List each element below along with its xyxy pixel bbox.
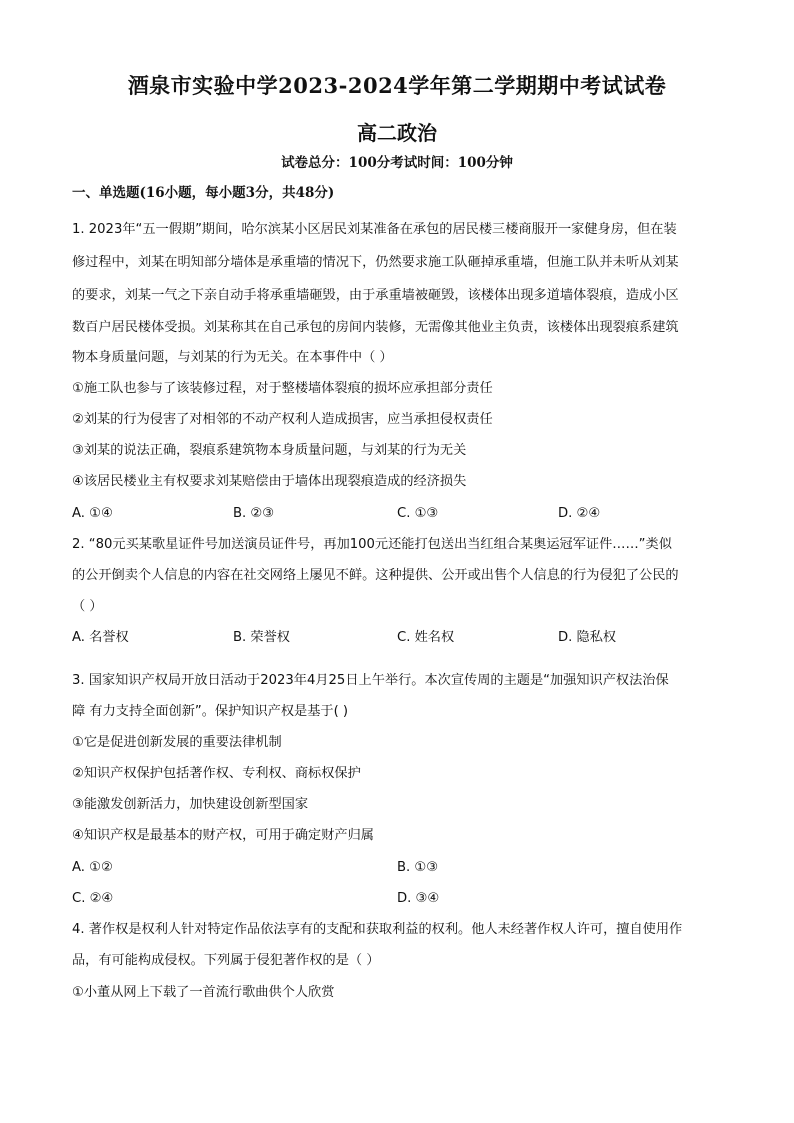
q1-option-c[interactable]: C. ①③ <box>397 506 439 521</box>
q1-statement: ①施工队也参与了该装修过程，对于整楼墙体裂痕的损坏应承担部分责任 <box>72 381 493 396</box>
q1-statement: ④该居民楼业主有权要求刘某赔偿由于墙体出现裂痕造成的经济损失 <box>72 474 467 489</box>
q1-option-a[interactable]: A. ①④ <box>72 506 113 521</box>
q3-statement: ③能激发创新活力，加快建设创新型国家 <box>72 797 309 812</box>
q2-line: 2. “80元买某歌星证件号加送演员证件号，再加100元还能打包送出当红组合某奥运冠军证件……”类似 <box>72 537 672 552</box>
q1-line: 1. 2023年“五一假期”期间，哈尔滨某小区居民刘某准备在承包的居民楼三楼商服开一家健身房，但在装 <box>72 222 677 237</box>
q4-line: 品，有可能构成侵权。下列属于侵犯著作权的是（ ） <box>72 953 380 968</box>
q1-statement: ②刘某的行为侵害了对相邻的不动产权利人造成损害，应当承担侵权责任 <box>72 412 493 427</box>
q3-statement: ①它是促进创新发展的重要法律机制 <box>72 735 282 750</box>
q2-option-b[interactable]: B. 荣誉权 <box>233 630 290 645</box>
q1-line: 物本身质量问题，与刘某的行为无关。在本事件中（ ） <box>72 350 393 365</box>
q2-option-c[interactable]: C. 姓名权 <box>397 630 455 645</box>
q1-line: 修过程中，刘某在明知部分墙体是承重墙的情况下，仍然要求施工队砸掉承重墙，但施工队并未听从刘某 <box>72 255 679 270</box>
exam-title: 酒泉市实验中学2023-2024学年第二学期期中考试试卷 <box>127 73 667 98</box>
q2-line: （ ） <box>72 599 103 614</box>
q3-option-d[interactable]: D. ③④ <box>397 891 440 906</box>
q3-option-a[interactable]: A. ①② <box>72 860 113 875</box>
section-heading: 一、单选题(16小题，每小题3分，共48分) <box>72 185 335 201</box>
q2-line: 的公开倒卖个人信息的内容在社交网络上屡见不鲜。这种提供、公开或出售个人信息的行为侵犯了公民的 <box>72 568 679 583</box>
q1-statement: ③刘某的说法正确，裂痕系建筑物本身质量问题，与刘某的行为无关 <box>72 443 467 458</box>
q4-statement: ①小董从网上下载了一首流行歌曲供个人欣赏 <box>72 985 335 1000</box>
q3-line: 3. 国家知识产权局开放日活动于2023年4月25日上午举行。本次宣传周的主题是“加强知识产权法治保 <box>72 673 669 688</box>
q4-line: 4. 著作权是权利人针对特定作品依法享有的支配和获取利益的权利。他人未经著作权人许可，擅自使用作 <box>72 922 683 937</box>
q3-statement: ④知识产权是最基本的财产权，可用于确定财产归属 <box>72 828 374 843</box>
q3-statement: ②知识产权保护包括著作权、专利权、商标权保护 <box>72 766 361 781</box>
q1-line: 的要求，刘某一气之下亲自动手将承重墙砸毁，由于承重墙被砸毁，该楼体出现多道墙体裂痕，造成小区 <box>72 288 679 303</box>
q3-option-b[interactable]: B. ①③ <box>397 860 439 875</box>
q1-option-d[interactable]: D. ②④ <box>558 506 601 521</box>
q3-line: 障 有力支持全面创新”。保护知识产权是基于( ) <box>72 704 349 719</box>
q2-option-d[interactable]: D. 隐私权 <box>558 630 617 645</box>
subject-title: 高二政治 <box>357 121 437 145</box>
q2-option-a[interactable]: A. 名誉权 <box>72 630 129 645</box>
q3-option-c[interactable]: C. ②④ <box>72 891 114 906</box>
q1-option-b[interactable]: B. ②③ <box>233 506 275 521</box>
exam-info: 试卷总分：100分考试时间：100分钟 <box>281 155 513 171</box>
q1-line: 数百户居民楼体受损。刘某称其在自己承包的房间内装修，无需像其他业主负责，该楼体出现裂痕系建筑 <box>72 320 679 335</box>
